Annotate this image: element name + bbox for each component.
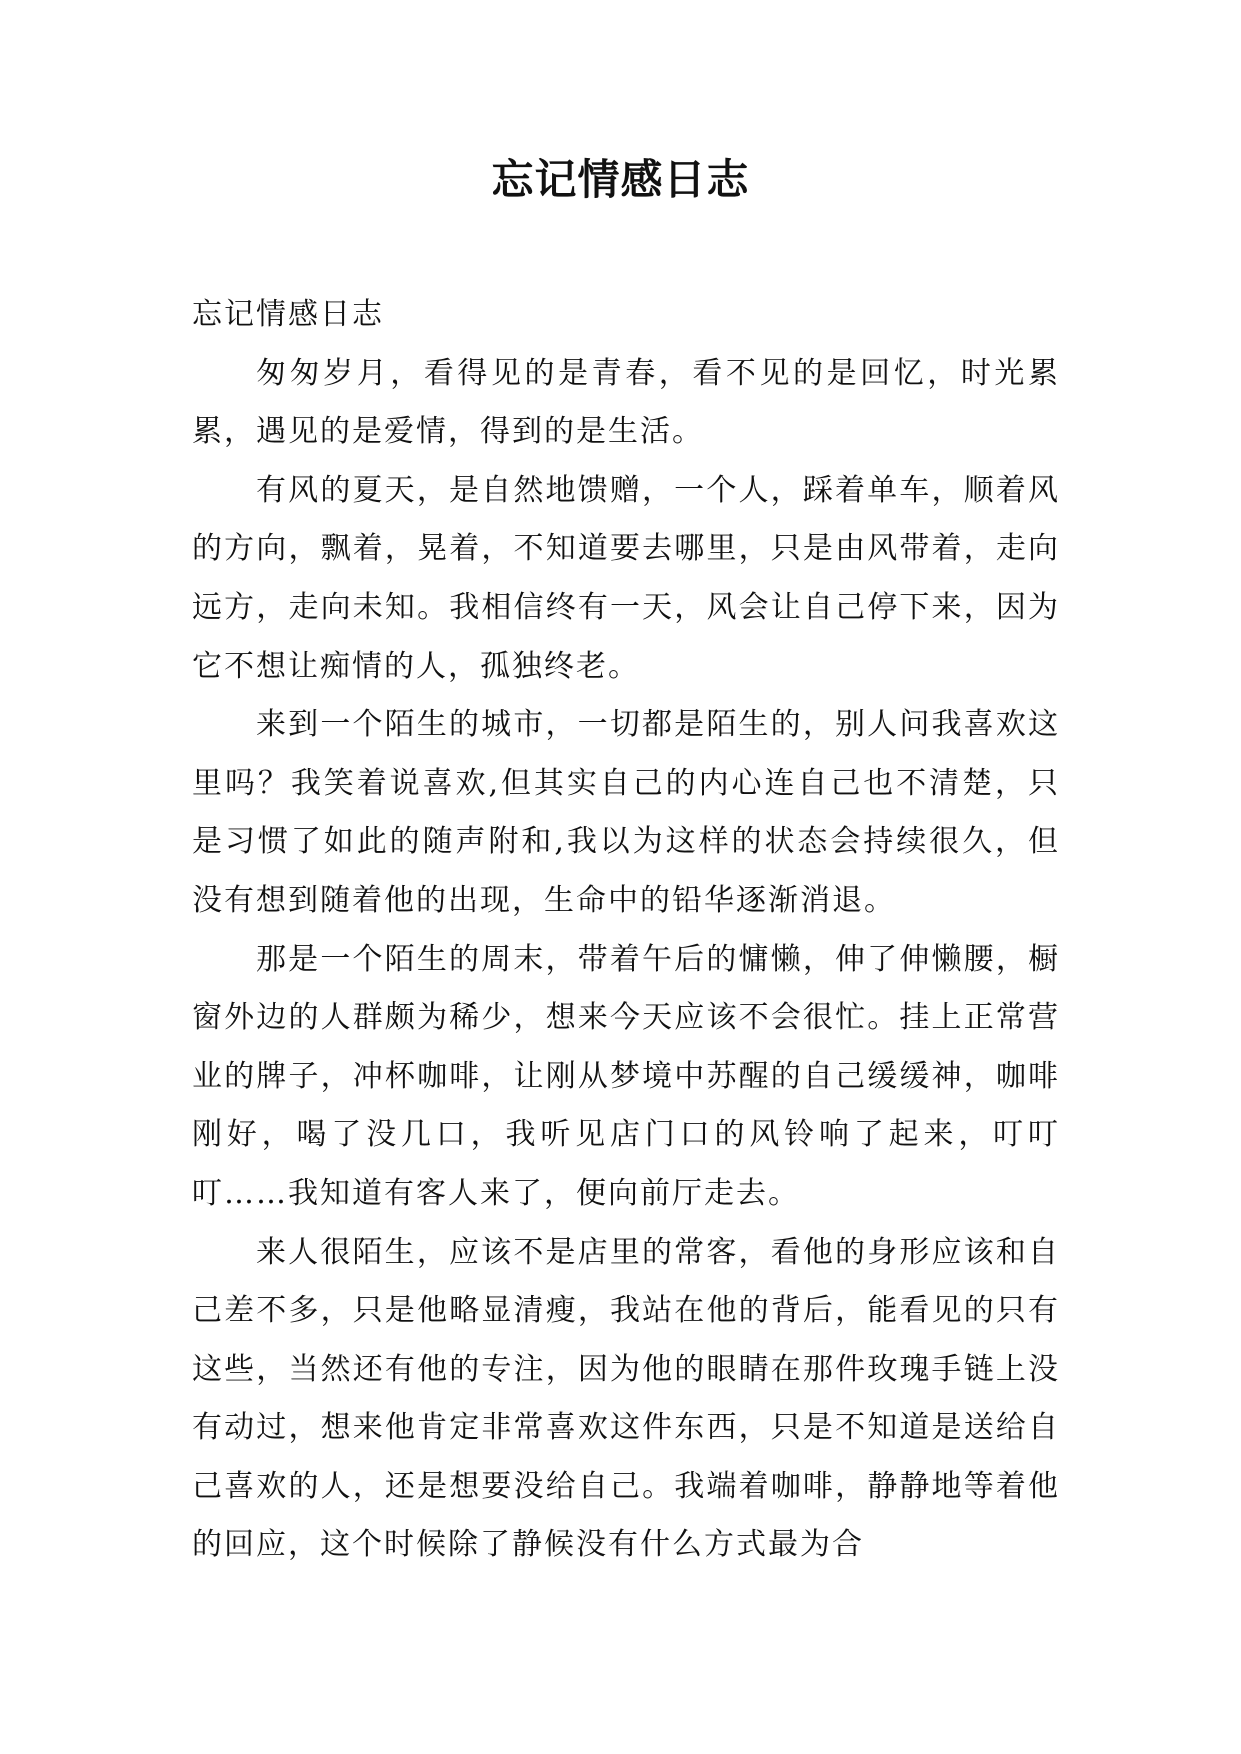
paragraph: 有风的夏天，是自然地馈赠，一个人，踩着单车，顺着风的方向，飘着，晃着，不知道要去哪里，只是由风带着，走向远方，走向未知。我相信终有一天，风会让自己停下来，因为它不想让痴情的人，孤独终老。 [192,472,1060,684]
paragraph: 来到一个陌生的城市，一切都是陌生的，别人问我喜欢这里吗？我笑着说喜欢,但其实自己的内心连自己也不清楚，只是习惯了如此的随声附和,我以为这样的状态会持续很久，但没有想到随着他的出现，生命中的铅华逐渐消退。 [192,707,1060,918]
document-body [192,286,1060,1575]
paragraph: 来人很陌生，应该不是店里的常客，看他的身形应该和自己差不多，只是他略显清瘦，我站在他的背后，能看见的只有这些，当然还有他的专注，因为他的眼睛在那件玫瑰手链上没有动过，想来他肯定非常喜欢这件东西，只是不知道是送给自己喜欢的人，还是想要没给自己。我端着咖啡，静静地等着他的回应，这个时候除了静候没有什么方式最为合 [192,1234,1060,1563]
document-title: 忘记情感日志 [491,155,750,204]
document-subtitle: 忘记情感日志 [192,297,384,332]
paragraph: 匆匆岁月，看得见的是青春，看不见的是回忆，时光累累，遇见的是爱情，得到的是生活。 [192,355,1060,450]
paragraph: 那是一个陌生的周末，带着午后的慵懒，伸了伸懒腰，橱窗外边的人群颇为稀少，想来今天应该不会很忙。挂上正常营业的牌子，冲杯咖啡，让刚从梦境中苏醒的自己缓缓神，咖啡刚好，喝了没几口，我听见店门口的风铃响了起来，叮叮叮……我知道有客人来了，便向前厅走去。 [192,941,1060,1211]
